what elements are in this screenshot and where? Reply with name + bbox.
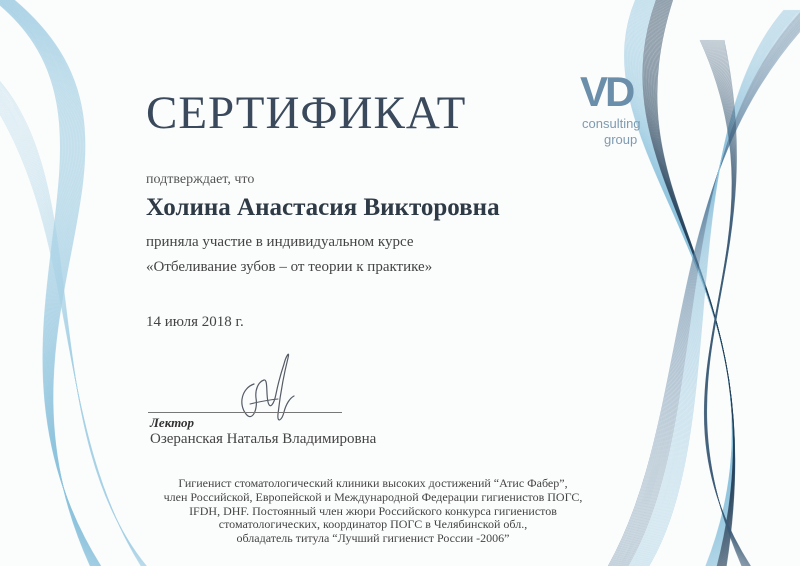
bio-line: член Российской, Европейской и Международной Федерации гигиенистов ПОГС, <box>163 489 583 504</box>
participation-text: приняла участие в индивидуальном курсе <box>146 234 414 250</box>
recipient-name: Холина Анастасия Викторовна <box>146 194 500 221</box>
lecturer-bio <box>148 477 598 546</box>
bio-line: стоматологических, координатор ПОГС в Челябинской обл., <box>218 517 528 532</box>
logo-line-consulting: consulting <box>582 116 641 131</box>
certificate-title: СЕРТИФИКАТ <box>146 87 467 139</box>
logo-line-group: group <box>604 132 638 147</box>
course-title: «Отбеливание зубов – от теории к практике» <box>146 259 433 275</box>
signature-line <box>148 412 342 413</box>
confirms-text: подтверждает, что <box>146 172 255 187</box>
bio-line: IFDH, DHF. Постоянный член жюри Российского конкурса гигиенистов <box>189 503 557 518</box>
bio-line: Гигиенист стоматологический клиники высоких достижений “Атис Фабер”, <box>178 476 568 490</box>
lecturer-label: Лектор <box>150 415 195 430</box>
bio-line: обладатель титула “Лучший гигиенист России -2006” <box>236 531 510 546</box>
lecturer-name: Озеранская Наталья Владимировна <box>150 431 377 447</box>
vd-consulting-logo <box>578 70 658 160</box>
certificate-date: 14 июля 2018 г. <box>146 314 244 330</box>
handwritten-signature <box>228 344 308 434</box>
logo-mark: VD <box>580 68 633 115</box>
